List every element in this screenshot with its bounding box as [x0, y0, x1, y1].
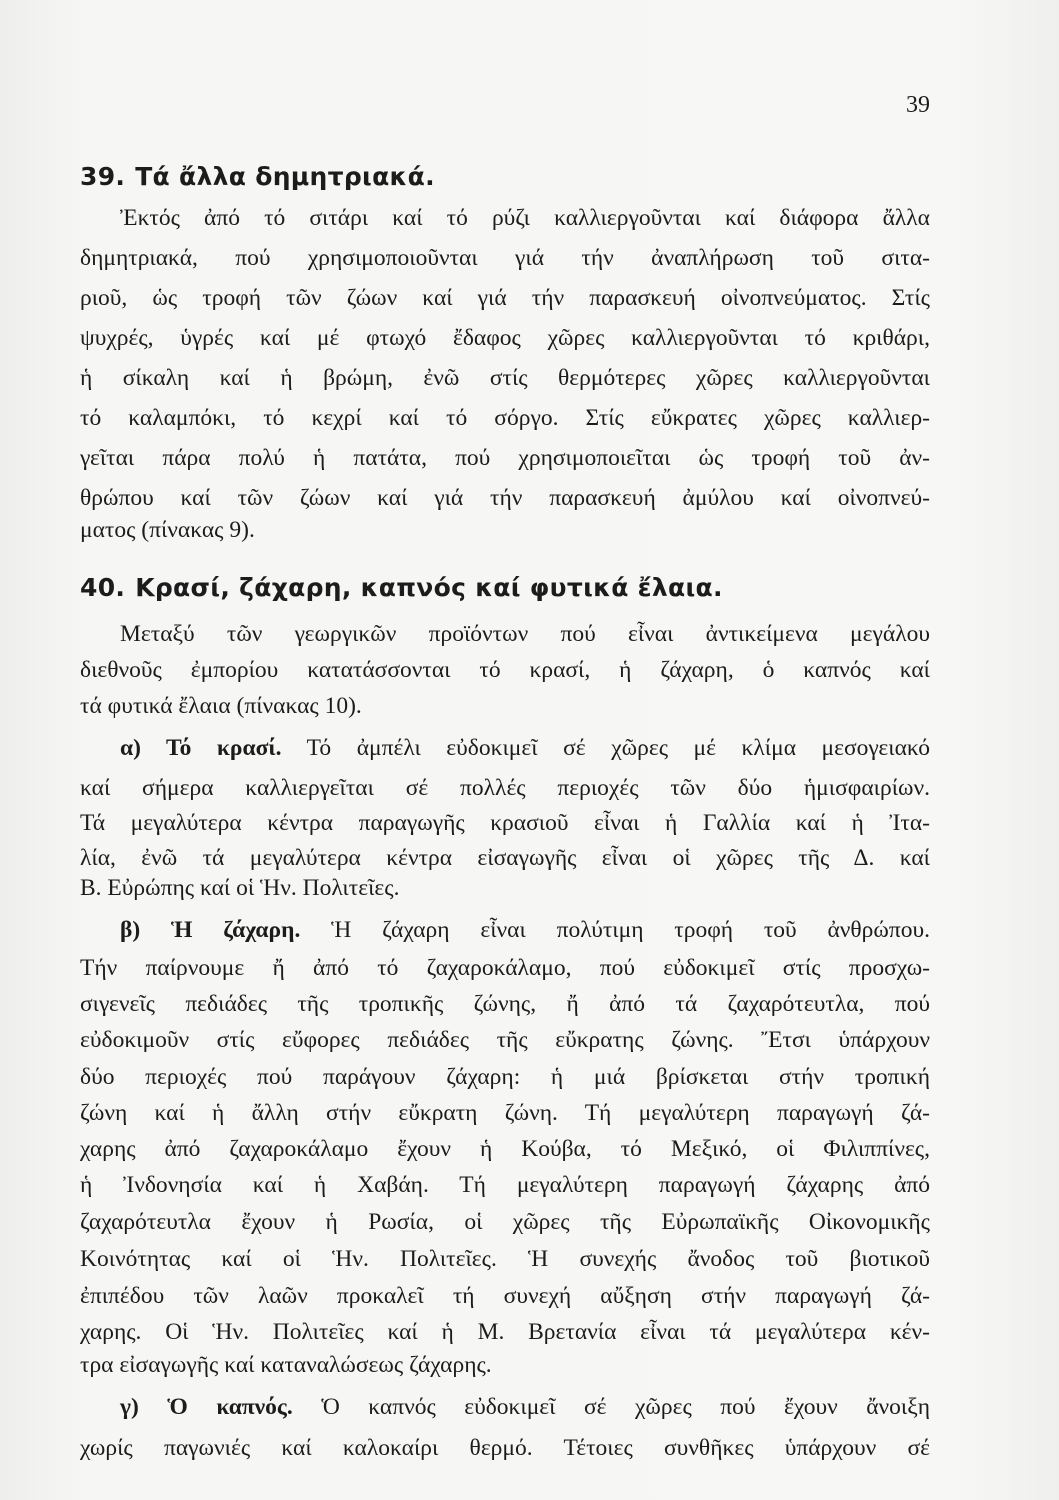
s40-intro-line-3: τά φυτικά ἔλαια (πίνακας 10).: [80, 693, 362, 719]
sugar-line-13: τρα εἰσαγωγῆς καί καταναλώσεως ζάχαρης.: [80, 1352, 492, 1378]
wine-first-line: [120, 733, 930, 763]
sugar-line-2: Τήν παίρνουμε ἤ ἀπό τό ζαχαροκάλαμο, πού εὐδοκιμεῖ στίς προσχω-: [80, 955, 930, 981]
tobacco-first-line: [120, 1392, 930, 1422]
wine-line-5: Β. Εὐρώπης καί οἱ Ἡν. Πολιτεῖες.: [80, 875, 400, 901]
wine-line-4: λία, ἐνῶ τά μεγαλύτερα κέντρα εἰσαγωγῆς εἶναι οἱ χῶρες τῆς Δ. καί: [80, 845, 930, 871]
tobacco-label: γ) Ὁ καπνός.: [120, 1394, 293, 1420]
s39-line-2: δημητριακά, πού χρησιμοποιοῦνται γιά τήν ἀναπλήρωση τοῦ σιτα-: [80, 245, 930, 271]
sugar-line-10: Κοινότητας καί οἱ Ἡν. Πολιτεῖες. Ἡ συνεχής ἄνοδος τοῦ βιοτικοῦ: [80, 1246, 930, 1272]
s39-line-7: γεῖται πάρα πολύ ἡ πατάτα, πού χρησιμοποιεῖται ὡς τροφή τοῦ ἀν-: [80, 445, 930, 471]
s40-intro-line-1: Μεταξύ τῶν γεωργικῶν προϊόντων πού εἶναι ἀντικείμενα μεγάλου: [120, 621, 930, 647]
s39-line-8: θρώπου καί τῶν ζώων καί γιά τήν παρασκευή ἀμύλου καί οἰνοπνεύ-: [80, 485, 930, 511]
wine-line-2: καί σήμερα καλλιεργεῖται σέ πολλές περιοχές τῶν δύο ἡμισφαιρίων.: [80, 775, 930, 801]
s39-line-5: ἡ σίκαλη καί ἡ βρώμη, ἐνῶ στίς θερμότερες χῶρες καλλιεργοῦνται: [80, 365, 930, 391]
sugar-line-11: ἐπιπέδου τῶν λαῶν προκαλεῖ τή συνεχή αὔξηση στήν παραγωγή ζά-: [80, 1283, 930, 1309]
tobacco-line-2: χωρίς παγωνιές καί καλοκαίρι θερμό. Τέτοιες συνθῆκες ὑπάρχουν σέ: [80, 1435, 930, 1461]
section-39-heading: [80, 162, 435, 191]
sugar-line-7: χαρης ἀπό ζαχαροκάλαμο ἔχουν ἡ Κούβα, τό Μεξικό, οἱ Φιλιππίνες,: [80, 1136, 930, 1162]
section-39-title: Τά ἄλλα δημητριακά.: [135, 162, 435, 191]
s39-line-1: Ἐκτός ἀπό τό σιτάρι καί τό ρύζι καλλιεργοῦνται καί διάφορα ἄλλα: [120, 205, 930, 231]
section-40-heading: [80, 573, 723, 602]
tobacco-first-text: Ὁ καπνός εὐδοκιμεῖ σέ χῶρες πού ἔχουν ἄνοιξη: [292, 1394, 930, 1420]
s39-line-9: ματος (πίνακας 9).: [80, 517, 255, 543]
s40-intro-line-2: διεθνοῦς ἐμπορίου κατατάσσονται τό κρασί, ἡ ζάχαρη, ὁ καπνός καί: [80, 657, 930, 683]
sugar-first-text: Ἡ ζάχαρη εἶναι πολύτιμη τροφή τοῦ ἀνθρώπου.: [300, 917, 930, 943]
s39-line-6: τό καλαμπόκι, τό κεχρί καί τό σόργο. Στίς εὔκρατες χῶρες καλλιερ-: [80, 405, 930, 431]
sugar-line-9: ζαχαρότευτλα ἔχουν ἡ Ρωσία, οἱ χῶρες τῆς Εὐρωπαϊκῆς Οἰκονομικῆς: [80, 1209, 930, 1235]
sugar-line-12: χαρης. Οἱ Ἡν. Πολιτεῖες καί ἡ Μ. Βρετανία εἶναι τά μεγαλύτερα κέν-: [80, 1319, 930, 1345]
sugar-line-8: ἡ Ἰνδονησία καί ἡ Χαβάη. Τή μεγαλύτερη παραγωγή ζάχαρης ἀπό: [80, 1172, 930, 1198]
wine-label: α) Τό κρασί.: [120, 735, 282, 761]
wine-first-text: Τό ἀμπέλι εὐδοκιμεῖ σέ χῶρες μέ κλίμα μεσογειακό: [281, 735, 930, 761]
sugar-line-6: ζώνη καί ἡ ἄλλη στήν εὔκρατη ζώνη. Τή μεγαλύτερη παραγωγή ζά-: [80, 1100, 930, 1126]
wine-line-3: Τά μεγαλύτερα κέντρα παραγωγῆς κρασιοῦ εἶναι ἡ Γαλλία καί ἡ Ἰτα-: [80, 810, 930, 836]
page-number: 39: [906, 92, 930, 118]
section-40-title: Κρασί, ζάχαρη, καπνός καί φυτικά ἔλαια.: [135, 573, 723, 602]
s39-line-4: ψυχρές, ὑγρές καί μέ φτωχό ἔδαφος χῶρες καλλιεργοῦνται τό κριθάρι,: [80, 325, 930, 351]
sugar-line-5: δύο περιοχές πού παράγουν ζάχαρη: ἡ μιά βρίσκεται στήν τροπική: [80, 1064, 930, 1090]
sugar-label: β) Ἡ ζάχαρη.: [120, 917, 301, 943]
section-40-number: 40.: [80, 573, 126, 602]
sugar-line-4: εὐδοκιμοῦν στίς εὔφορες πεδιάδες τῆς εὔκρατης ζώνης. Ἔτσι ὑπάρχουν: [80, 1027, 930, 1053]
section-39-number: 39.: [80, 162, 126, 191]
s39-line-3: ριοῦ, ὡς τροφή τῶν ζώων καί γιά τήν παρασκευή οἰνοπνεύματος. Στίς: [80, 285, 930, 311]
sugar-line-3: σιγενεῖς πεδιάδες τῆς τροπικῆς ζώνης, ἤ ἀπό τά ζαχαρότευτλα, πού: [80, 991, 930, 1017]
sugar-first-line: [120, 915, 930, 945]
